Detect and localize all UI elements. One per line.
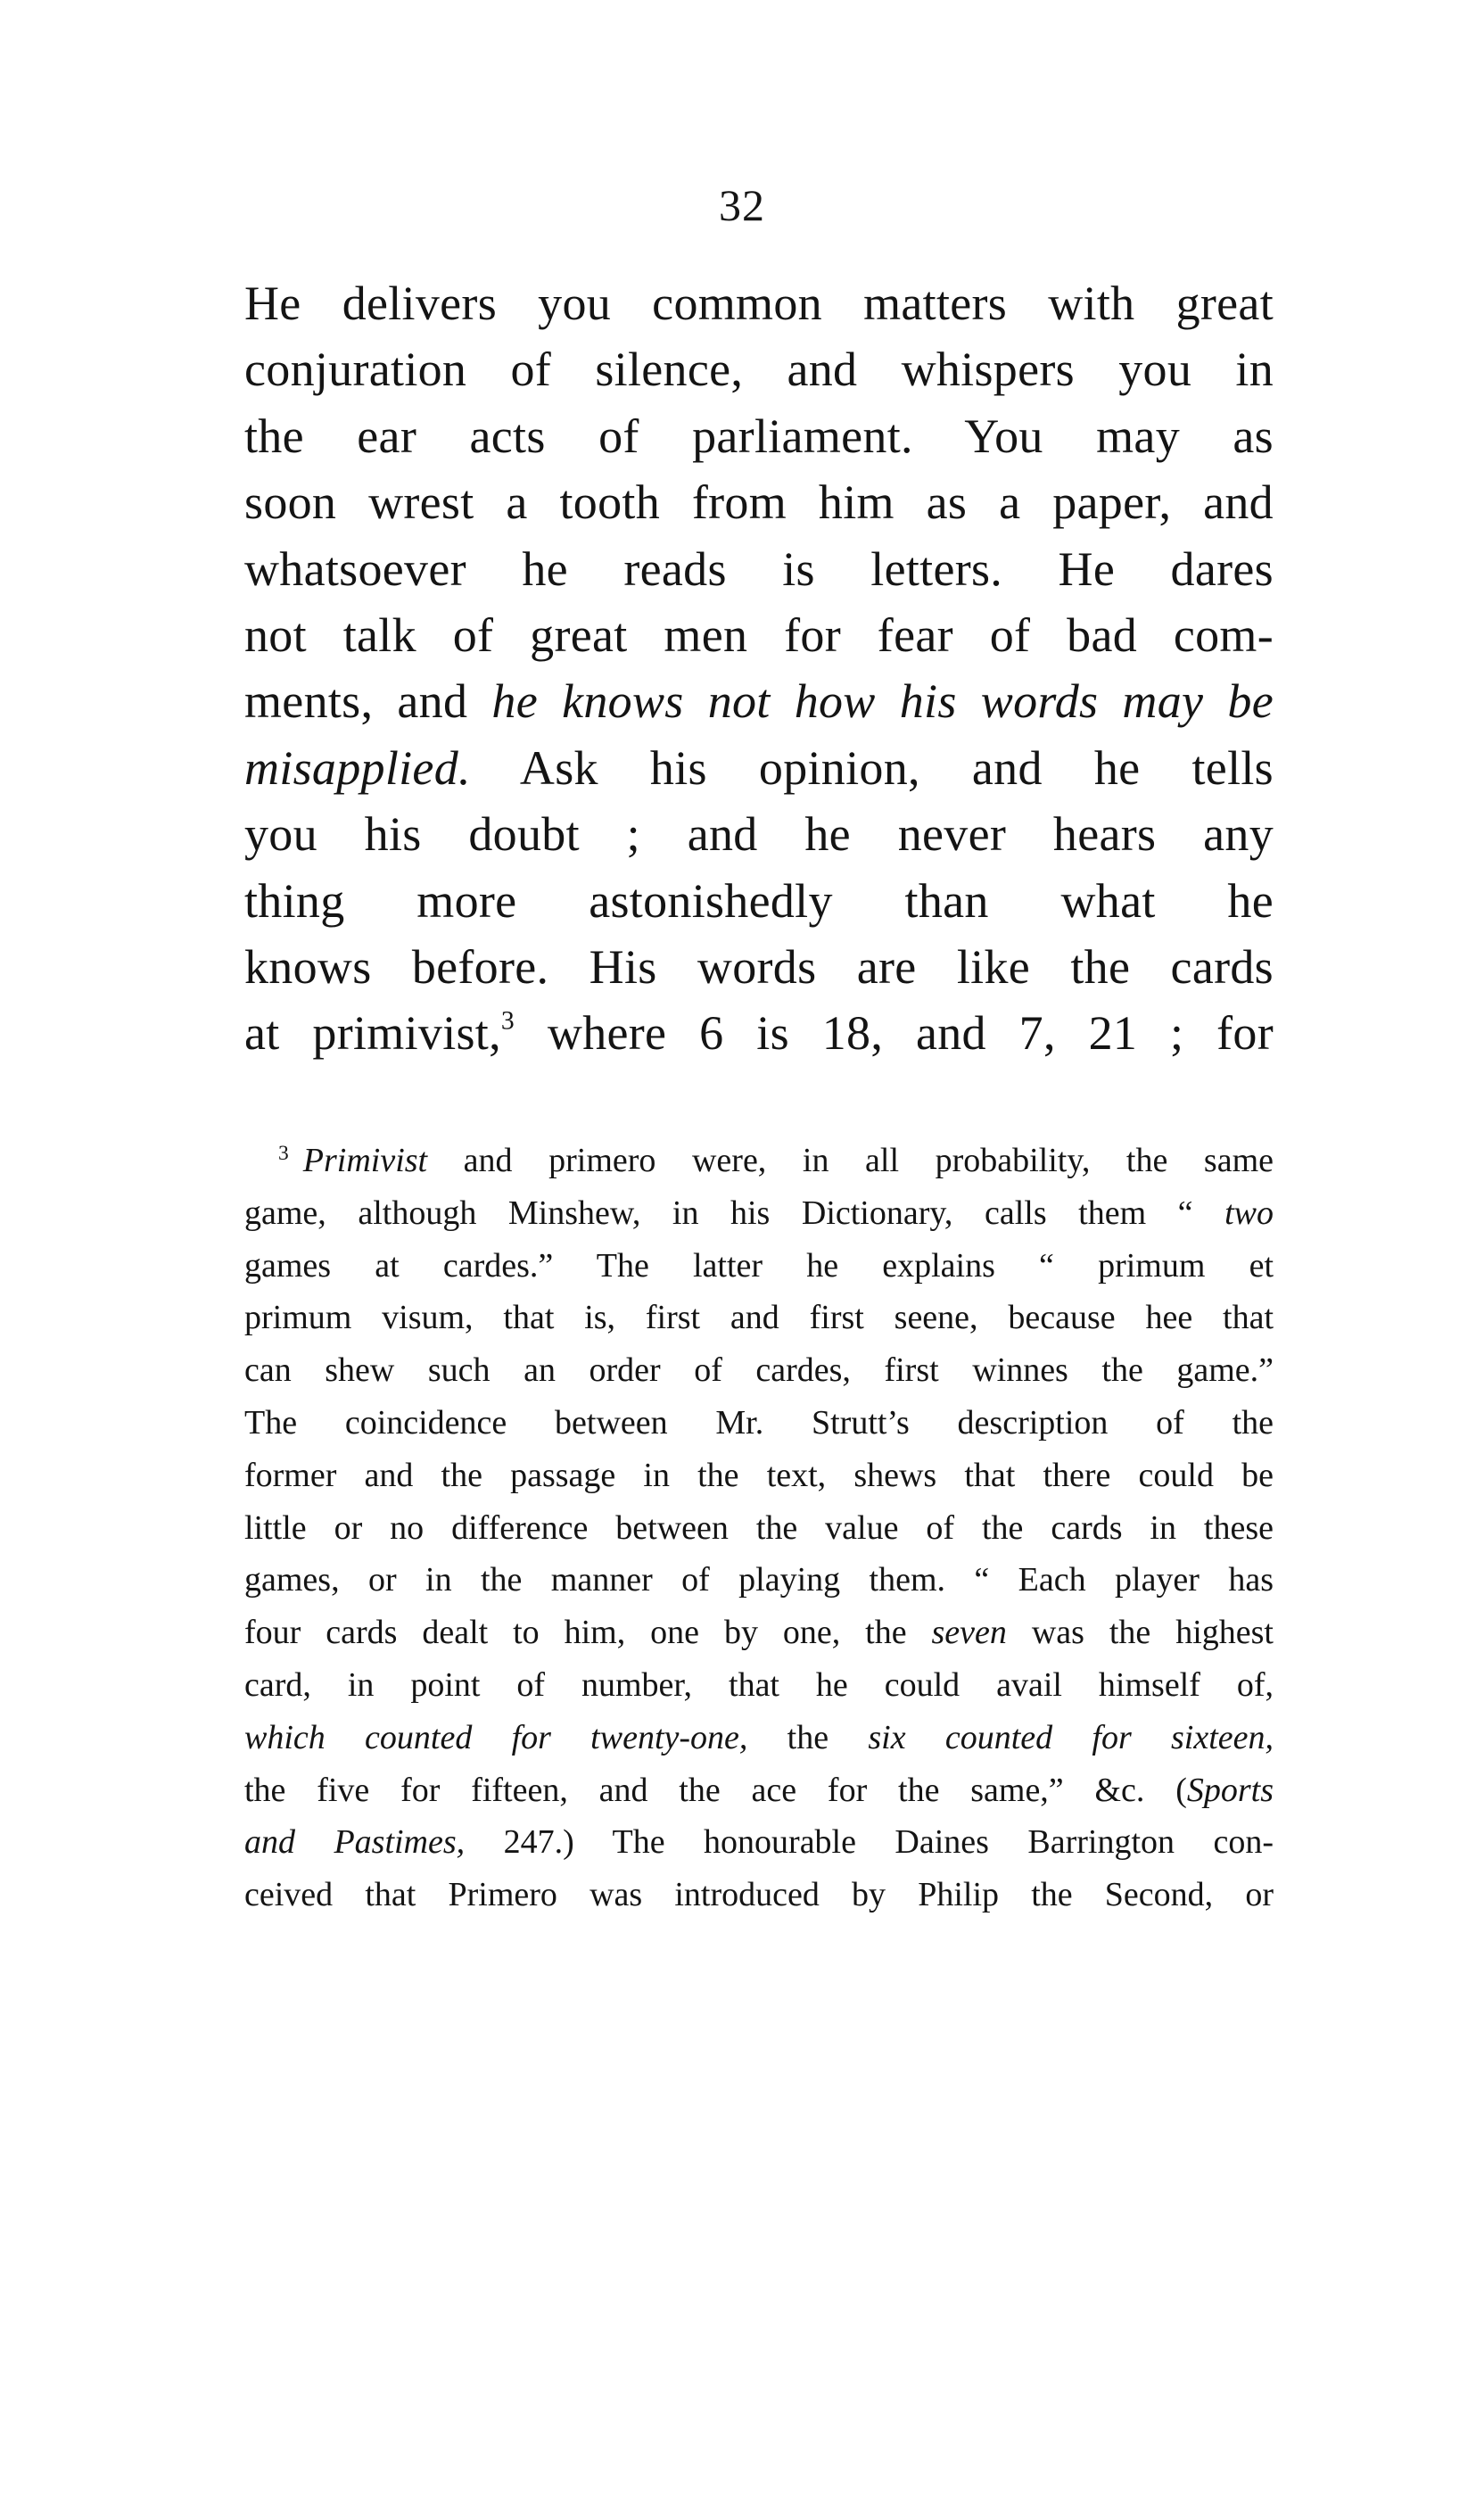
footnote-line <box>244 1712 1274 1764</box>
footnote-text-run: can shew such an order of cardes, first winnes the game.” <box>244 1351 1274 1390</box>
footnote-text-run: The coincidence between Mr. Strutt’s description of the <box>244 1403 1274 1442</box>
italic-phrase: he knows not how his words may be <box>491 674 1274 729</box>
italic-phrase: misapplied. <box>244 740 471 795</box>
footnote-reference: 3 <box>500 1007 515 1037</box>
footnote-line <box>244 1554 1274 1607</box>
footnote-text-run: little or no difference between the value of the cards in these <box>244 1508 1274 1547</box>
body-text-run: thing more astonishedly than what he <box>244 873 1274 928</box>
body-text-run: Ask his opinion, and he tells <box>470 740 1274 795</box>
body-line <box>244 801 1274 867</box>
body-line <box>244 934 1274 1000</box>
footnote-text-run: was the highest <box>1006 1614 1274 1652</box>
italic-phrase: and Pastimes, <box>244 1823 466 1862</box>
body-line <box>244 536 1274 602</box>
footnote-text-run: game, although Minshew, in his Dictionary, calls them “ <box>244 1194 1225 1232</box>
footnote-text-run: 247.) The honourable Daines Barrington con- <box>465 1823 1274 1862</box>
footnote-line <box>244 1135 1274 1187</box>
footnote-line <box>244 1764 1274 1817</box>
footnote-line <box>244 1450 1274 1502</box>
footnote-line <box>244 1344 1274 1397</box>
body-line <box>244 735 1274 801</box>
footnote-line <box>244 1607 1274 1659</box>
body-text-run: whatsoever he reads is letters. He dares <box>244 541 1274 596</box>
footnote-line <box>244 1816 1274 1869</box>
italic-phrase: Primivist <box>302 1142 428 1179</box>
body-line <box>244 270 1274 336</box>
page-number: 32 <box>719 180 765 230</box>
body-line <box>244 602 1274 668</box>
footnote-text-run: card, in point of number, that he could avail himself of, <box>244 1665 1274 1704</box>
italic-phrase: seven <box>931 1614 1007 1652</box>
body-text-run: ments, and <box>244 674 492 729</box>
footnote-line <box>244 1869 1274 1921</box>
body-line <box>244 469 1274 535</box>
footnote-text-run: and primero were, in all probability, the same <box>427 1142 1274 1179</box>
footnote-text-run: the <box>747 1718 869 1756</box>
footnote-text-run: the five for fifteen, and the ace for the same,” &c. ( <box>244 1771 1187 1809</box>
footnote-line <box>244 1659 1274 1712</box>
footnote-line <box>244 1240 1274 1293</box>
footnote-text-run: ceived that Primero was introduced by Philip the Second, or <box>244 1876 1274 1914</box>
body-text <box>244 270 1274 1067</box>
body-line <box>244 1000 1274 1066</box>
body-text-run: the ear acts of parliament. You may as <box>244 409 1274 463</box>
italic-phrase: Sports <box>1186 1771 1274 1809</box>
footnote-marker: 3 <box>278 1142 289 1166</box>
body-text-run: conjuration of silence, and whispers you in <box>244 343 1274 397</box>
italic-phrase: which counted for twenty-one, <box>244 1718 748 1756</box>
body-text-run: not talk of great men for fear of bad com- <box>244 607 1274 662</box>
body-text-run: you his doubt ; and he never hears any <box>244 807 1274 862</box>
body-text-run: at primivist, <box>244 1006 501 1061</box>
footnote-text-run: games at cardes.” The latter he explains “ primum et <box>244 1246 1274 1285</box>
footnote-line <box>244 1292 1274 1344</box>
body-text-run: knows before. His words are like the cards <box>244 939 1274 994</box>
italic-phrase: two <box>1224 1194 1274 1232</box>
footnote-line <box>244 1502 1274 1555</box>
footnote-text-run: four cards dealt to him, one by one, the <box>244 1614 932 1652</box>
italic-phrase: six counted for sixteen, <box>868 1718 1274 1756</box>
body-line <box>244 868 1274 934</box>
body-line <box>244 336 1274 402</box>
footnote-text-run: primum visum, that is, first and first seene, because hee that <box>244 1299 1274 1337</box>
footnote-line <box>244 1187 1274 1240</box>
footnote-text-run: games, or in the manner of playing them. “ Each player has <box>244 1561 1274 1599</box>
body-line <box>244 403 1274 469</box>
body-text-run: He delivers you common matters with great <box>244 277 1274 330</box>
footnote <box>244 1135 1274 1921</box>
footnote-line <box>244 1397 1274 1450</box>
body-line <box>244 668 1274 734</box>
footnote-text-run: former and the passage in the text, shews that there could be <box>244 1456 1274 1494</box>
body-text-run: where 6 is 18, and 7, 21 ; for <box>515 1006 1274 1061</box>
body-text-run: soon wrest a tooth from him as a paper, and <box>244 475 1274 530</box>
